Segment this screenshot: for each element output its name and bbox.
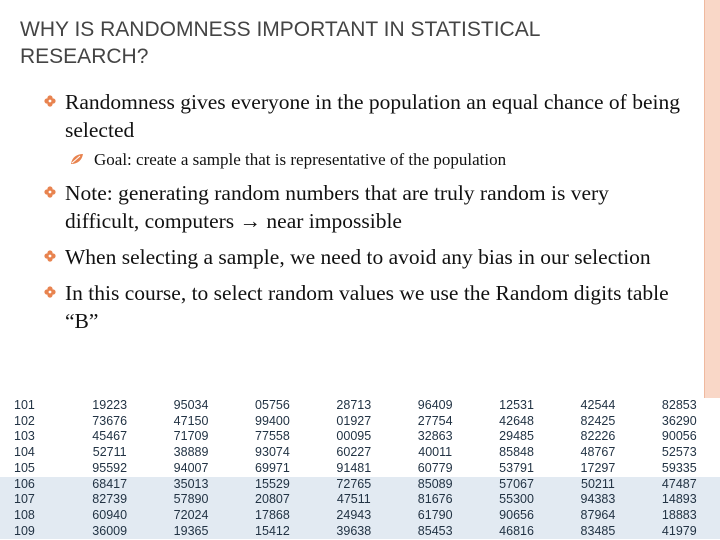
table-cell: 82425 (580, 413, 616, 428)
flower-bullet-icon (44, 95, 56, 107)
table-line-number: 105 (14, 460, 35, 475)
table-cell: 93074 (255, 445, 290, 460)
table-cell: 36009 (69, 524, 150, 540)
table-cell: 35013 (150, 477, 231, 493)
table-cell: 57890 (150, 492, 231, 508)
table-cell: 72765 (313, 477, 394, 493)
random-digits-table-image (0, 398, 720, 540)
table-cell: 61790 (395, 508, 476, 524)
flower-bullet-icon (44, 286, 56, 298)
table-cell: 91481 (336, 460, 372, 475)
sub-bullet-text: Goal: create a sample that is representative of the population (94, 150, 507, 169)
table-cell: 15529 (232, 477, 313, 493)
table-cell: 20807 (232, 492, 313, 508)
table-line-number: 106 (0, 477, 69, 493)
table-cell: 14893 (639, 492, 720, 508)
table-cell: 42544 (580, 398, 616, 412)
table-cell: 95034 (173, 398, 209, 412)
bullet-item (44, 279, 684, 335)
table-cell: 94383 (557, 492, 638, 508)
table-cell: 28713 (336, 398, 372, 412)
table-cell: 12531 (499, 398, 534, 412)
table-cell: 52573 (661, 445, 697, 460)
table-cell: 94007 (173, 460, 209, 475)
table-cell: 85089 (395, 477, 476, 493)
table-cell: 81676 (395, 492, 476, 508)
table-cell: 05756 (255, 398, 290, 412)
table-row (0, 477, 720, 493)
table-cell: 36290 (661, 413, 697, 428)
table-cell: 38889 (173, 445, 209, 460)
table-line-number: 103 (14, 429, 35, 444)
table-cell: 19365 (150, 524, 231, 540)
bullet-list (44, 88, 684, 335)
table-cell: 00095 (336, 429, 372, 444)
table-cell: 27754 (417, 413, 453, 428)
table-cell: 85848 (499, 445, 534, 460)
table-line-number: 109 (0, 524, 69, 540)
table-cell: 87964 (557, 508, 638, 524)
table-cell: 48767 (580, 445, 616, 460)
table-row (0, 524, 720, 540)
table-cell: 15412 (232, 524, 313, 540)
table-row (0, 414, 720, 430)
bullet-item (44, 243, 684, 271)
table-cell: 47150 (173, 413, 209, 428)
leaf-bullet-icon (70, 153, 84, 165)
table-cell: 47487 (639, 477, 720, 493)
table-cell: 60940 (69, 508, 150, 524)
table-cell: 52711 (92, 445, 127, 460)
table-cell: 82739 (69, 492, 150, 508)
table-cell: 73676 (92, 413, 128, 428)
table-cell: 46816 (476, 524, 557, 540)
table-cell: 72024 (150, 508, 231, 524)
table-row (0, 445, 720, 461)
table-row (0, 398, 720, 414)
table-row (0, 508, 720, 524)
table-cell: 85453 (395, 524, 476, 540)
table-cell: 40011 (418, 445, 453, 460)
flower-bullet-icon (44, 186, 56, 198)
table-cell: 29485 (499, 429, 534, 444)
table-row (0, 461, 720, 477)
table-cell: 01927 (336, 413, 372, 428)
table-cell: 82226 (580, 429, 616, 444)
table-cell: 39638 (313, 524, 394, 540)
table-cell: 69971 (255, 460, 290, 475)
bullet-item (44, 88, 684, 144)
random-digits-table (0, 398, 720, 539)
table-cell: 83485 (557, 524, 638, 540)
table-cell: 57067 (476, 477, 557, 493)
table-cell: 90056 (661, 429, 697, 444)
table-cell: 53791 (499, 460, 534, 475)
bullet-text: Randomness gives everyone in the population an equal chance of being selected (65, 90, 680, 142)
decorative-side-bar (704, 0, 720, 398)
bullet-text: In this course, to select random values we use the Random digits table “B” (65, 281, 669, 333)
table-cell: 55300 (476, 492, 557, 508)
table-cell: 41979 (639, 524, 720, 540)
table-cell: 17297 (580, 460, 616, 475)
table-cell: 90656 (476, 508, 557, 524)
table-cell: 71709 (173, 429, 209, 444)
sub-bullet-item (44, 148, 684, 172)
table-cell: 47511 (313, 492, 394, 508)
table-line-number: 108 (0, 508, 69, 524)
table-cell: 82853 (661, 398, 697, 412)
table-cell: 50211 (557, 477, 638, 493)
table-row (0, 429, 720, 445)
table-cell: 32863 (417, 429, 453, 444)
table-line-number: 107 (0, 492, 69, 508)
table-cell: 19223 (92, 398, 128, 412)
table-cell: 99400 (255, 413, 290, 428)
table-cell: 60779 (417, 460, 453, 475)
table-line-number: 104 (14, 445, 35, 460)
table-line-number: 102 (14, 413, 35, 428)
table-cell: 45467 (92, 429, 128, 444)
table-cell: 68417 (69, 477, 150, 493)
table-cell: 96409 (417, 398, 453, 412)
table-cell: 77558 (255, 429, 290, 444)
table-cell: 95592 (92, 460, 128, 475)
bullet-item (44, 179, 684, 235)
table-cell: 18883 (639, 508, 720, 524)
bullet-text: Note: generating random numbers that are truly random is very difficult, computers → near impossible (65, 181, 609, 233)
table-cell: 60227 (336, 445, 372, 460)
slide-title: WHY IS RANDOMNESS IMPORTANT IN STATISTICAL RESEARCH? (20, 18, 541, 68)
flower-bullet-icon (44, 250, 56, 262)
bullet-text: When selecting a sample, we need to avoid any bias in our selection (65, 245, 651, 269)
table-cell: 17868 (232, 508, 313, 524)
table-cell: 42648 (499, 413, 534, 428)
table-cell: 59335 (661, 460, 697, 475)
table-cell: 24943 (313, 508, 394, 524)
table-line-number: 101 (14, 398, 35, 412)
table-row (0, 492, 720, 508)
